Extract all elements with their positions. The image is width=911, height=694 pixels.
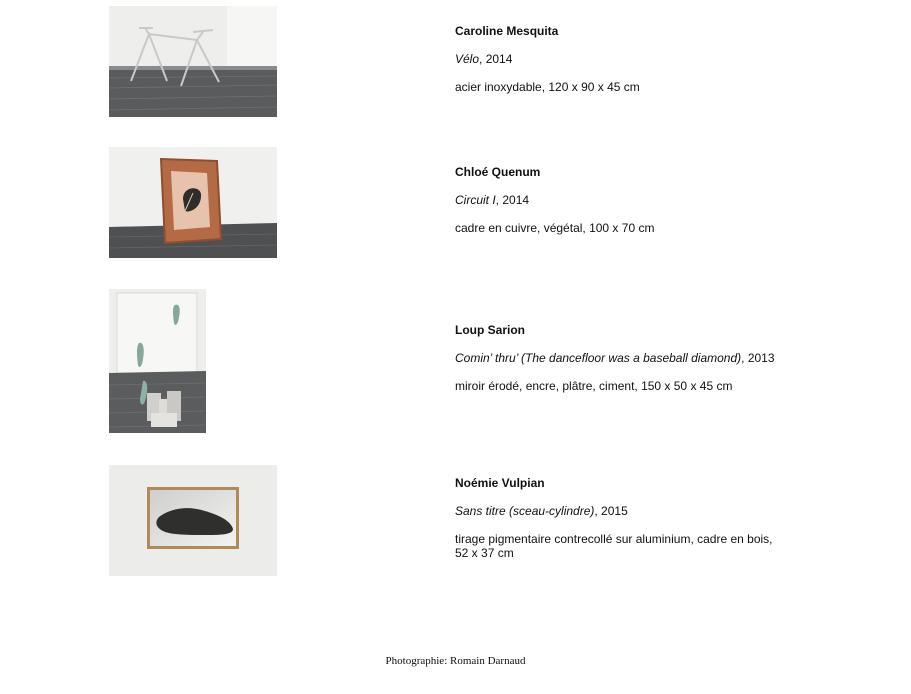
artwork-year: , 2015 bbox=[594, 504, 628, 518]
artwork-year: , 2014 bbox=[479, 52, 513, 66]
artwork-photo-velo bbox=[109, 6, 277, 117]
artwork-photo-sans-titre bbox=[109, 465, 277, 576]
artwork-title: Comin’ thru’ (The dancefloor was a baseball diamond) bbox=[455, 351, 742, 365]
artwork-year: , 2014 bbox=[495, 193, 530, 207]
artist-name: Chloé Quenum bbox=[455, 165, 541, 179]
photo-credit: Photographie: Romain Darnaud bbox=[385, 655, 526, 667]
artwork-medium: acier inoxydable, 120 x 90 x 45 cm bbox=[455, 80, 640, 94]
artwork-caption-1 bbox=[455, 24, 785, 94]
artwork-caption-2 bbox=[455, 165, 785, 235]
artwork-year: , 2013 bbox=[741, 351, 775, 365]
artwork-caption-4 bbox=[455, 476, 785, 560]
artwork-title-line bbox=[455, 351, 785, 365]
artwork-medium: miroir érodé, encre, plâtre, ciment, 150 x 50 x 45 cm bbox=[455, 379, 733, 393]
artwork-title: Vélo bbox=[455, 52, 480, 66]
artwork-title-line bbox=[455, 504, 785, 518]
artwork-title-line bbox=[455, 52, 785, 66]
artwork-medium: tirage pigmentaire contrecollé sur aluminium, cadre en bois, 52 x 37 cm bbox=[455, 532, 773, 560]
artwork-photo-circuit bbox=[109, 147, 277, 258]
artwork-medium: cadre en cuivre, végétal, 100 x 70 cm bbox=[455, 221, 655, 235]
artist-name: Noémie Vulpian bbox=[455, 476, 545, 490]
artist-name: Loup Sarion bbox=[455, 323, 525, 337]
artist-name: Caroline Mesquita bbox=[455, 24, 559, 38]
artwork-title: Sans titre (sceau-cylindre) bbox=[455, 504, 595, 518]
artwork-title-line bbox=[455, 193, 785, 207]
artwork-caption-3 bbox=[455, 323, 785, 393]
artwork-title: Circuit I bbox=[455, 193, 496, 207]
artwork-photo-cominthru bbox=[109, 289, 206, 433]
